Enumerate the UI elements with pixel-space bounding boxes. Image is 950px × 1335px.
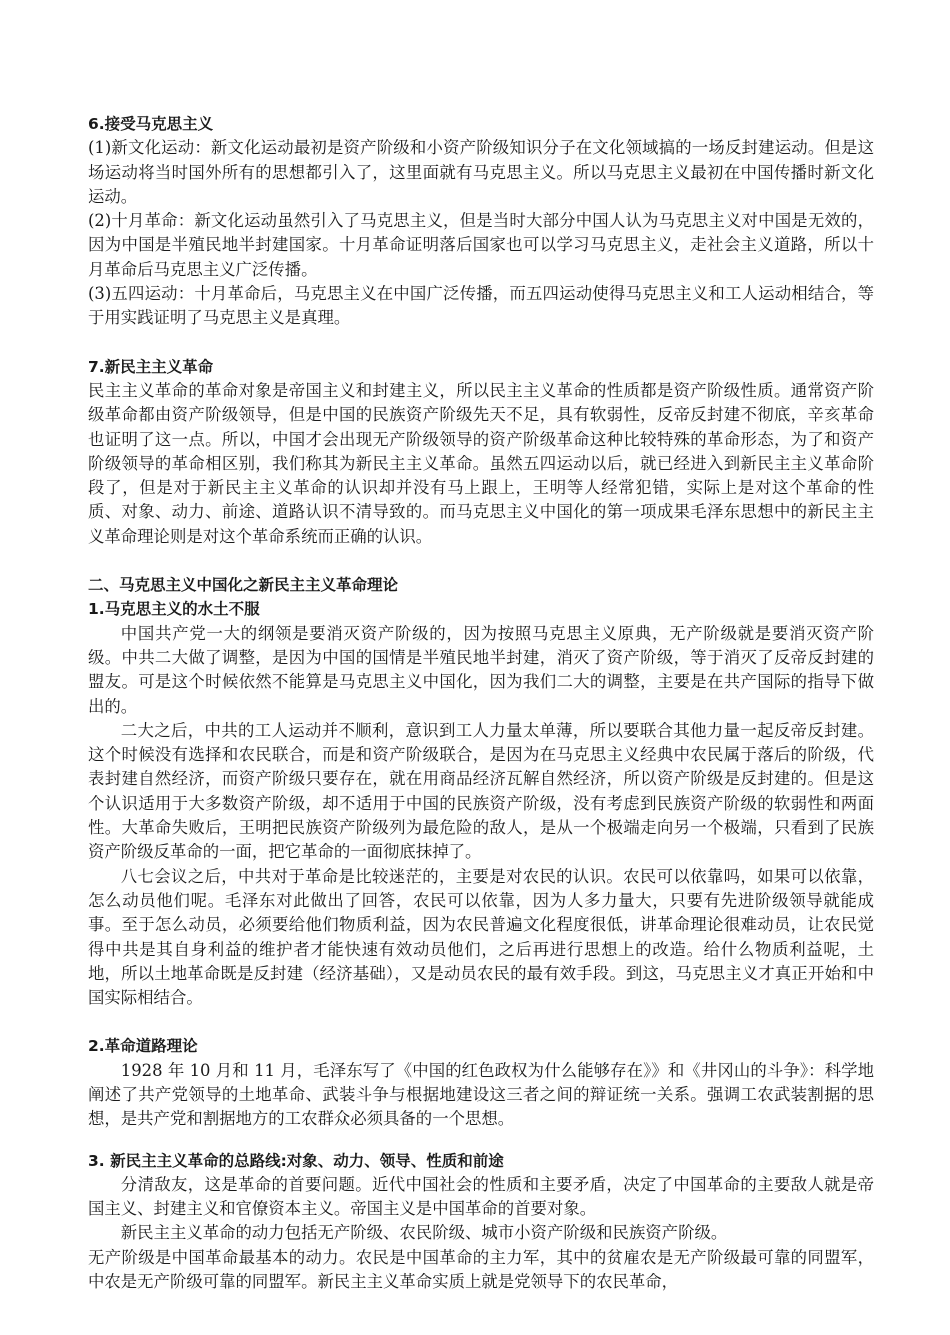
part-2-heading: 二、马克思主义中国化之新民主主义革命理论 <box>88 576 399 595</box>
section-6-paragraph-2: (2)十月革命：新文化运动虽然引入了马克思主义，但是当时大部分中国人认为马克思主义对中国是无效的，因为中国是半殖民地半封建国家。十月革命证明落后国家也可以学习马克思主义，走社会主义道路，所以十月革命后马克思主义广泛传播。 <box>88 211 874 279</box>
spacer <box>88 1010 874 1034</box>
spacer <box>88 1132 874 1149</box>
subsection-2-paragraph-1: 1928 年 10 月和 11 月，毛泽东写了《中国的红色政权为什么能够存在》》和《井冈山的斗争》：科学地阐述了共产党领导的土地革命、武装斗争与根据地建设这三者之间的辩证统一关系。强调工农武装割据的思想，是共产党和割据地方的工农群众必须具备的一个思想。 <box>88 1060 874 1129</box>
section-6-paragraph-1: (1)新文化运动：新文化运动最初是资产阶级和小资产阶级知识分子在文化领域搞的一场反封建运动。但是这场运动将当时国外所有的思想都引入了，这里面就有马克思主义。所以马克思主义最初在中国传播时新文化运动。 <box>88 138 874 206</box>
subsection-3-paragraph-3: 无产阶级是中国革命最基本的动力。农民是中国革命的主力军，其中的贫雇农是无产阶级最可靠的同盟军，中农是无产阶级可靠的同盟军。新民主主义革命实质上就是党领导下的农民革命， <box>88 1247 874 1292</box>
subsection-1-heading: 1.马克思主义的水土不服 <box>88 600 260 619</box>
subsection-1-paragraph-3: 八七会议之后，中共对于革命是比较迷茫的，主要是对农民的认识。农民可以依靠吗，如果可以依靠，怎么动员他们呢。毛泽东对此做出了回答，农民可以依靠，因为人多力量大，只要有先进阶级领导就能成事。至于怎么动员，必须要给他们物质利益，因为农民普遍文化程度很低，讲革命理论很难动员，让农民觉得中共是其自身利益的维护者才能快速有效动员他们，之后再进行思想上的改造。给什么物质利益呢，土地，所以土地革命既是反封建（经济基础），又是动员农民的最有效手段。到这，马克思主义才真正开始和中国实际相结合。 <box>88 866 874 1008</box>
subsection-3-paragraph-2: 新民主主义革命的动力包括无产阶级、农民阶级、城市小资产阶级和民族资产阶级。 <box>120 1223 728 1243</box>
section-7-heading: 7.新民主主义革命 <box>88 357 214 376</box>
document-page <box>88 112 874 1294</box>
spacer <box>88 331 874 355</box>
section-6-paragraph-3: (3)五四运动：十月革命后，马克思主义在中国广泛传播，而五四运动使得马克思主义和工人运动相结合，等于用实践证明了马克思主义是真理。 <box>88 284 874 328</box>
section-7-paragraph-1: 民主主义革命的革命对象是帝国主义和封建主义，所以民主主义革命的性质都是资产阶级性质。通常资产阶级革命都由资产阶级领导，但是中国的民族资产阶级先天不足，具有软弱性，反帝反封建不彻底，辛亥革命也证明了这一点。所以，中国才会出现无产阶级领导的资产阶级革命这种比较特殊的革命形态，为了和资产阶级领导的革命相区别，我们称其为新民主主义革命。虽然五四运动以后，就已经进入到新民主主义革命阶段了，但是对于新民主主义革命的认识却并没有马上跟上，王明等人经常犯错，实际上是对这个革命的性质、对象、动力、前途、道路认识不清导致的。而马克思主义中国化的第一项成果毛泽东思想中的新民主主义革命理论则是对这个革命系统而正确的认识。 <box>88 380 874 546</box>
subsection-2-heading: 2.革命道路理论 <box>88 1037 198 1056</box>
subsection-3-paragraph-1: 分清敌友，这是革命的首要问题。近代中国社会的性质和主要矛盾，决定了中国革命的主要敌人就是帝国主义、封建主义和官僚资本主义。帝国主义是中国革命的首要对象。 <box>88 1174 874 1219</box>
subsection-3-heading: 3. 新民主主义革命的总路线:对象、动力、领导、性质和前途 <box>88 1151 504 1170</box>
spacer <box>88 549 874 573</box>
subsection-1-paragraph-1: 中国共产党一大的纲领是要消灭资产阶级的，因为按照马克思主义原典，无产阶级就是要消灭资产阶级。中共二大做了调整，是因为中国的国情是半殖民地半封建，消灭了资产阶级，等于消灭了反帝反封建的盟友。可是这个时候依然不能算是马克思主义中国化，因为我们二大的调整，主要是在共产国际的指导下做出的。 <box>88 623 874 716</box>
subsection-1-paragraph-2: 二大之后，中共的工人运动并不顺利，意识到工人力量太单薄，所以要联合其他力量一起反帝反封建。这个时候没有选择和农民联合，而是和资产阶级联合，是因为在马克思主义经典中农民属于落后的阶级，代表封建自然经济，而资产阶级只要存在，就在用商品经济瓦解自然经济，所以资产阶级是反封建的。但是这个认识适用于大多数资产阶级，却不适用于中国的民族资产阶级，没有考虑到民族资产阶级的软弱性和两面性。大革命失败后，王明把民族资产阶级列为最危险的敌人，是从一个极端走向另一个极端，只看到了民族资产阶级反革命的一面，把它革命的一面彻底抹掉了。 <box>88 720 874 862</box>
section-6-heading: 6.接受马克思主义 <box>88 115 214 133</box>
